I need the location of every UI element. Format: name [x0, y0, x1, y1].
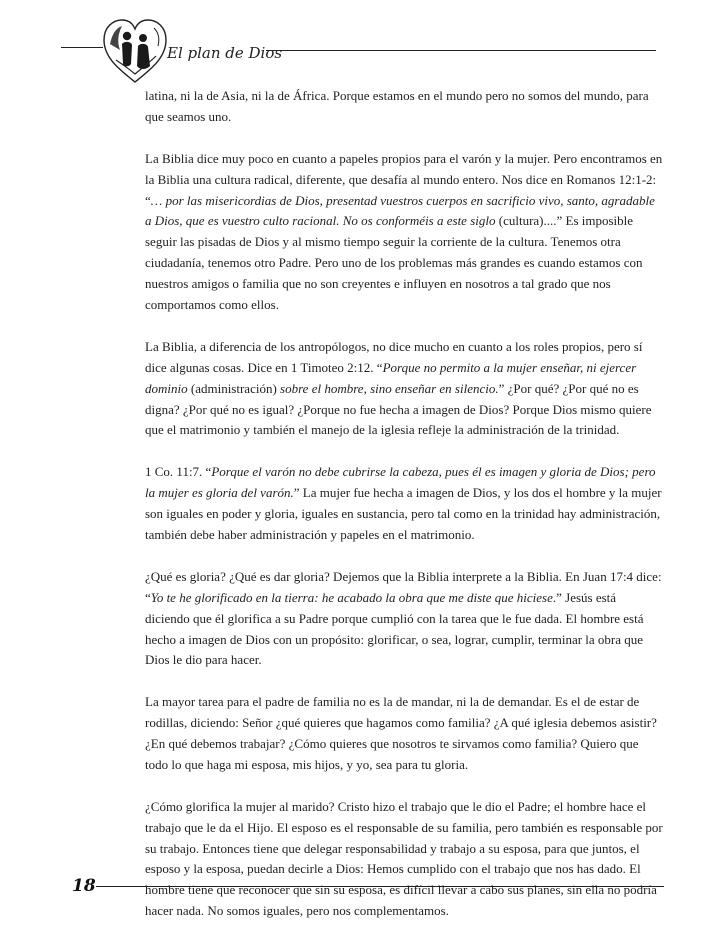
paragraph-2: La Biblia dice muy poco en cuanto a papeles propios para el varón y la mujer. Pero encontramos en la Biblia una cultura radical, diferente, que desafía al mundo entero. Nos dice en Romanos 12:1-2: “… por las misericordias de Dios, presentad vuestros cuerpos en sacrificio vivo, santo, agradable a Dios, que es vuestro culto racional. No os conforméis a este siglo (cultura)....” Es imposible seguir las pisadas de Dios y al mismo tiempo seguir la corriente de la cultura. Tenemos otra ciudadanía, tenemos otro Padre. Pero uno de los problemas más grandes es cuando estamos con nuestros amigos o familia que no son creyentes e influyen en nosotros a tal grado que nos comportamos como ellos. — [145, 150, 663, 313]
scripture-quote: Porque no permito a la mujer enseñar, ni ejercer dominio — [145, 359, 637, 396]
heart-with-figures-icon — [100, 14, 170, 86]
scripture-quote: Yo te he glorificado en la tierra: he acabado la obra que me diste que hiciese — [150, 589, 553, 605]
paragraph-1: latina, ni la de Asia, ni la de África. Porque estamos en el mundo pero no somos del mundo, para que seamos uno. — [145, 88, 649, 124]
scripture-quote: sobre el hombre, sino enseñar en silencio. — [280, 380, 499, 396]
footer-rule — [96, 886, 664, 887]
body-text — [145, 86, 663, 943]
scripture-quote: Porque el varón no debe cubrirse la cabeza, pues él es imagen y gloria de Dios; pero la mujer es gloria del varón. — [145, 464, 656, 501]
paragraph-7: ¿Cómo glorifica la mujer al marido? Cristo hizo el trabajo que le dio el Padre; el hombre hace el trabajo que le da el Hijo. El esposo es el responsable de su familia, pero también es responsable por su trabajo. Entonces tiene que delegar responsabilidad y trabajo a su esposa, para que juntos, el esposo y la esposa, puedan decirle a Dios: Hemos cumplido con el trabajo que nos has dado. El hombre tiene que reconocer que sin su esposa, es difícil llevar a cabo sus planes, sin ella no podría hacer nada. No somos iguales, pero nos complementamos. — [145, 798, 663, 919]
paragraph-5: ¿Qué es gloria? ¿Qué es dar gloria? Dejemos que la Biblia interprete a la Biblia. En Juan 17:4 dice: “Yo te he glorificado en la tierra: he acabado la obra que me diste que hiciese.” Jesús está diciendo que él glorifica a su Padre porque cumplió con la tarea que le fue dada. El hombre está hecho a imagen de Dios con un propósito: glorificar, o sea, lograr, cumplir, terminar la obra que Dios le dio para hacer. — [145, 568, 662, 668]
running-title: El plan de Dios — [167, 44, 283, 62]
paragraph-3: La Biblia, a diferencia de los antropólogos, no dice mucho en cuanto a los roles propios, pero sí dice algunas cosas. Dice en 1 Timoteo 2:12. “Porque no permito a la mujer enseñar, ni ejercer dominio (administración) sobre el hombre, sino enseñar en silencio.” ¿Por qué? ¿Por qué no es digna? ¿Por qué no es igual? ¿Porque no fue hecha a imagen de Dios? Porque Dios mismo quiere que el matrimonio y también el manejo de la iglesia refleje la administración de la trinidad. — [145, 338, 652, 438]
page-number: 18 — [72, 876, 96, 896]
scripture-quote: … por las misericordias de Dios, presentad vuestros cuerpos en sacrificio vivo, santo, agradable a Dios, que es vuestro culto racional. No os conforméis a este siglo — [145, 192, 655, 229]
header-rule-right — [266, 50, 656, 51]
header-rule-left — [61, 47, 103, 48]
paragraph-6: La mayor tarea para el padre de familia no es la de mandar, ni la de demandar. Es el de estar de rodillas, diciendo: Señor ¿qué quieres que hagamos como familia? ¿A qué iglesia debemos asistir? ¿En qué debemos trabajar? ¿Cómo quieres que nosotros te sirvamos como familia? Quiero que todo lo que haga mi esposa, mis hijos, y yo, sea para tu gloria. — [145, 694, 657, 772]
paragraph-4: 1 Co. 11:7. “Porque el varón no debe cubrirse la cabeza, pues él es imagen y gloria de Dios; pero la mujer es gloria del varón.” La mujer fue hecha a imagen de Dios, y los dos el hombre y la mujer son iguales en poder y gloria, iguales en sustancia, pero tal como en la trinidad hay administración, también debe haber administración y papeles en el matrimonio. — [145, 464, 662, 542]
